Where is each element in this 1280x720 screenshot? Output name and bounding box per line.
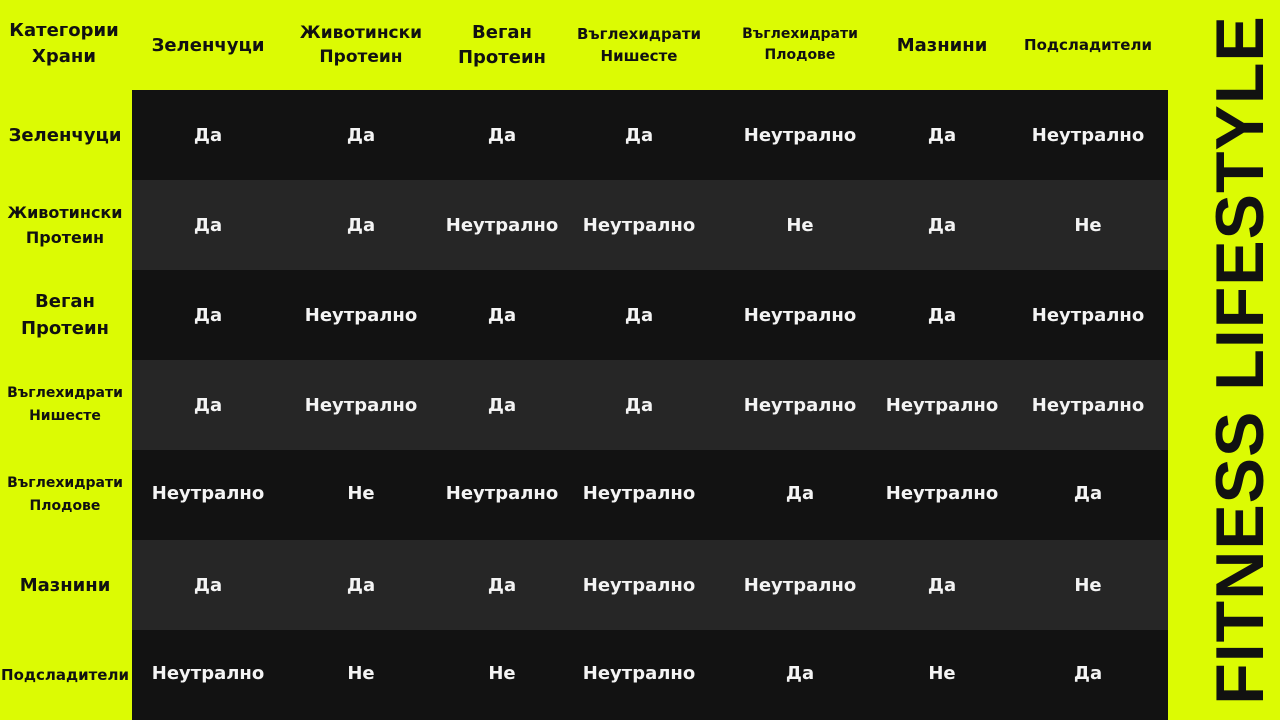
table-cell: Да <box>624 304 654 326</box>
table-cell: Да <box>346 574 376 596</box>
table-cell: Неутрално <box>1031 394 1145 416</box>
row-header: Зеленчуци <box>8 124 122 146</box>
table-cell: Да <box>193 394 223 416</box>
table-cell: Да <box>624 394 654 416</box>
column-header: Въглехидрати Нишесте <box>576 25 702 65</box>
table-cell: Неутрално <box>582 214 696 236</box>
table-row <box>132 540 1168 630</box>
table-cell: Неутрално <box>885 394 999 416</box>
table-cell: Да <box>1073 482 1103 504</box>
table-cell: Неутрално <box>304 394 418 416</box>
column-header: Животински Протеин <box>299 23 423 67</box>
table-cell: Неутрално <box>582 662 696 684</box>
table-cell: Неутрално <box>151 482 265 504</box>
table-cell: Неутрално <box>582 574 696 596</box>
table-cell: Да <box>785 662 815 684</box>
table-cell: Да <box>927 574 957 596</box>
table-cell: Неутрално <box>1031 304 1145 326</box>
table-cell: Неутрално <box>885 482 999 504</box>
table-cell: Да <box>193 304 223 326</box>
column-header: Мазнини <box>896 34 988 56</box>
brand-sidebar <box>1200 0 1280 720</box>
table-cell: Да <box>785 482 815 504</box>
table-cell: Да <box>346 214 376 236</box>
row-header: Подсладители <box>1 666 129 684</box>
table-cell: Да <box>1073 662 1103 684</box>
table-cell: Не <box>1074 574 1102 596</box>
table-cell: Да <box>193 214 223 236</box>
table-cell: Да <box>346 124 376 146</box>
table-cell: Да <box>927 304 957 326</box>
table-cell: Да <box>487 304 517 326</box>
table-cell: Да <box>487 394 517 416</box>
table-cell: Неутрално <box>151 662 265 684</box>
table-cell: Неутрално <box>582 482 696 504</box>
table-cell: Неутрално <box>445 482 559 504</box>
table-cell: Да <box>927 214 957 236</box>
brand-title: FITNESS LIFESTYLE <box>1202 15 1278 705</box>
row-header: Веган Протеин <box>20 291 109 339</box>
table-cell: Неутрално <box>1031 124 1145 146</box>
table-row <box>132 630 1168 720</box>
row-header: Въглехидрати Плодове <box>7 475 123 514</box>
table-cell: Не <box>347 482 375 504</box>
table-row <box>132 180 1168 270</box>
column-header: Веган Протеин <box>457 22 546 68</box>
table-cell: Да <box>927 124 957 146</box>
table-cell: Не <box>928 662 956 684</box>
table-cell: Неутрално <box>743 574 857 596</box>
column-header: Подсладители <box>1024 36 1152 54</box>
table-row <box>132 90 1168 180</box>
table-cell: Да <box>193 574 223 596</box>
row-header: Мазнини <box>19 574 111 596</box>
table-cell: Не <box>347 662 375 684</box>
table-row <box>132 360 1168 450</box>
table-cell: Неутрално <box>743 304 857 326</box>
table-cell: Не <box>786 214 814 236</box>
table-cell: Неутрално <box>743 124 857 146</box>
table-cell: Да <box>487 574 517 596</box>
table-cell: Неутрално <box>743 394 857 416</box>
table-row <box>132 270 1168 360</box>
row-header: Въглехидрати Нишесте <box>7 385 123 424</box>
table-cell: Неутрално <box>445 214 559 236</box>
table-cell: Да <box>487 124 517 146</box>
table-cell: Не <box>488 662 516 684</box>
row-header: Животински Протеин <box>7 203 123 247</box>
column-header: Зеленчуци <box>151 34 265 56</box>
table-cell: Неутрално <box>304 304 418 326</box>
table-cell: Не <box>1074 214 1102 236</box>
column-header: Въглехидрати Плодове <box>742 26 858 63</box>
table-row <box>132 450 1168 540</box>
corner-label: Категории Храни <box>9 20 119 67</box>
compatibility-grid <box>132 90 1168 720</box>
table-cell: Да <box>624 124 654 146</box>
table-cell: Да <box>193 124 223 146</box>
